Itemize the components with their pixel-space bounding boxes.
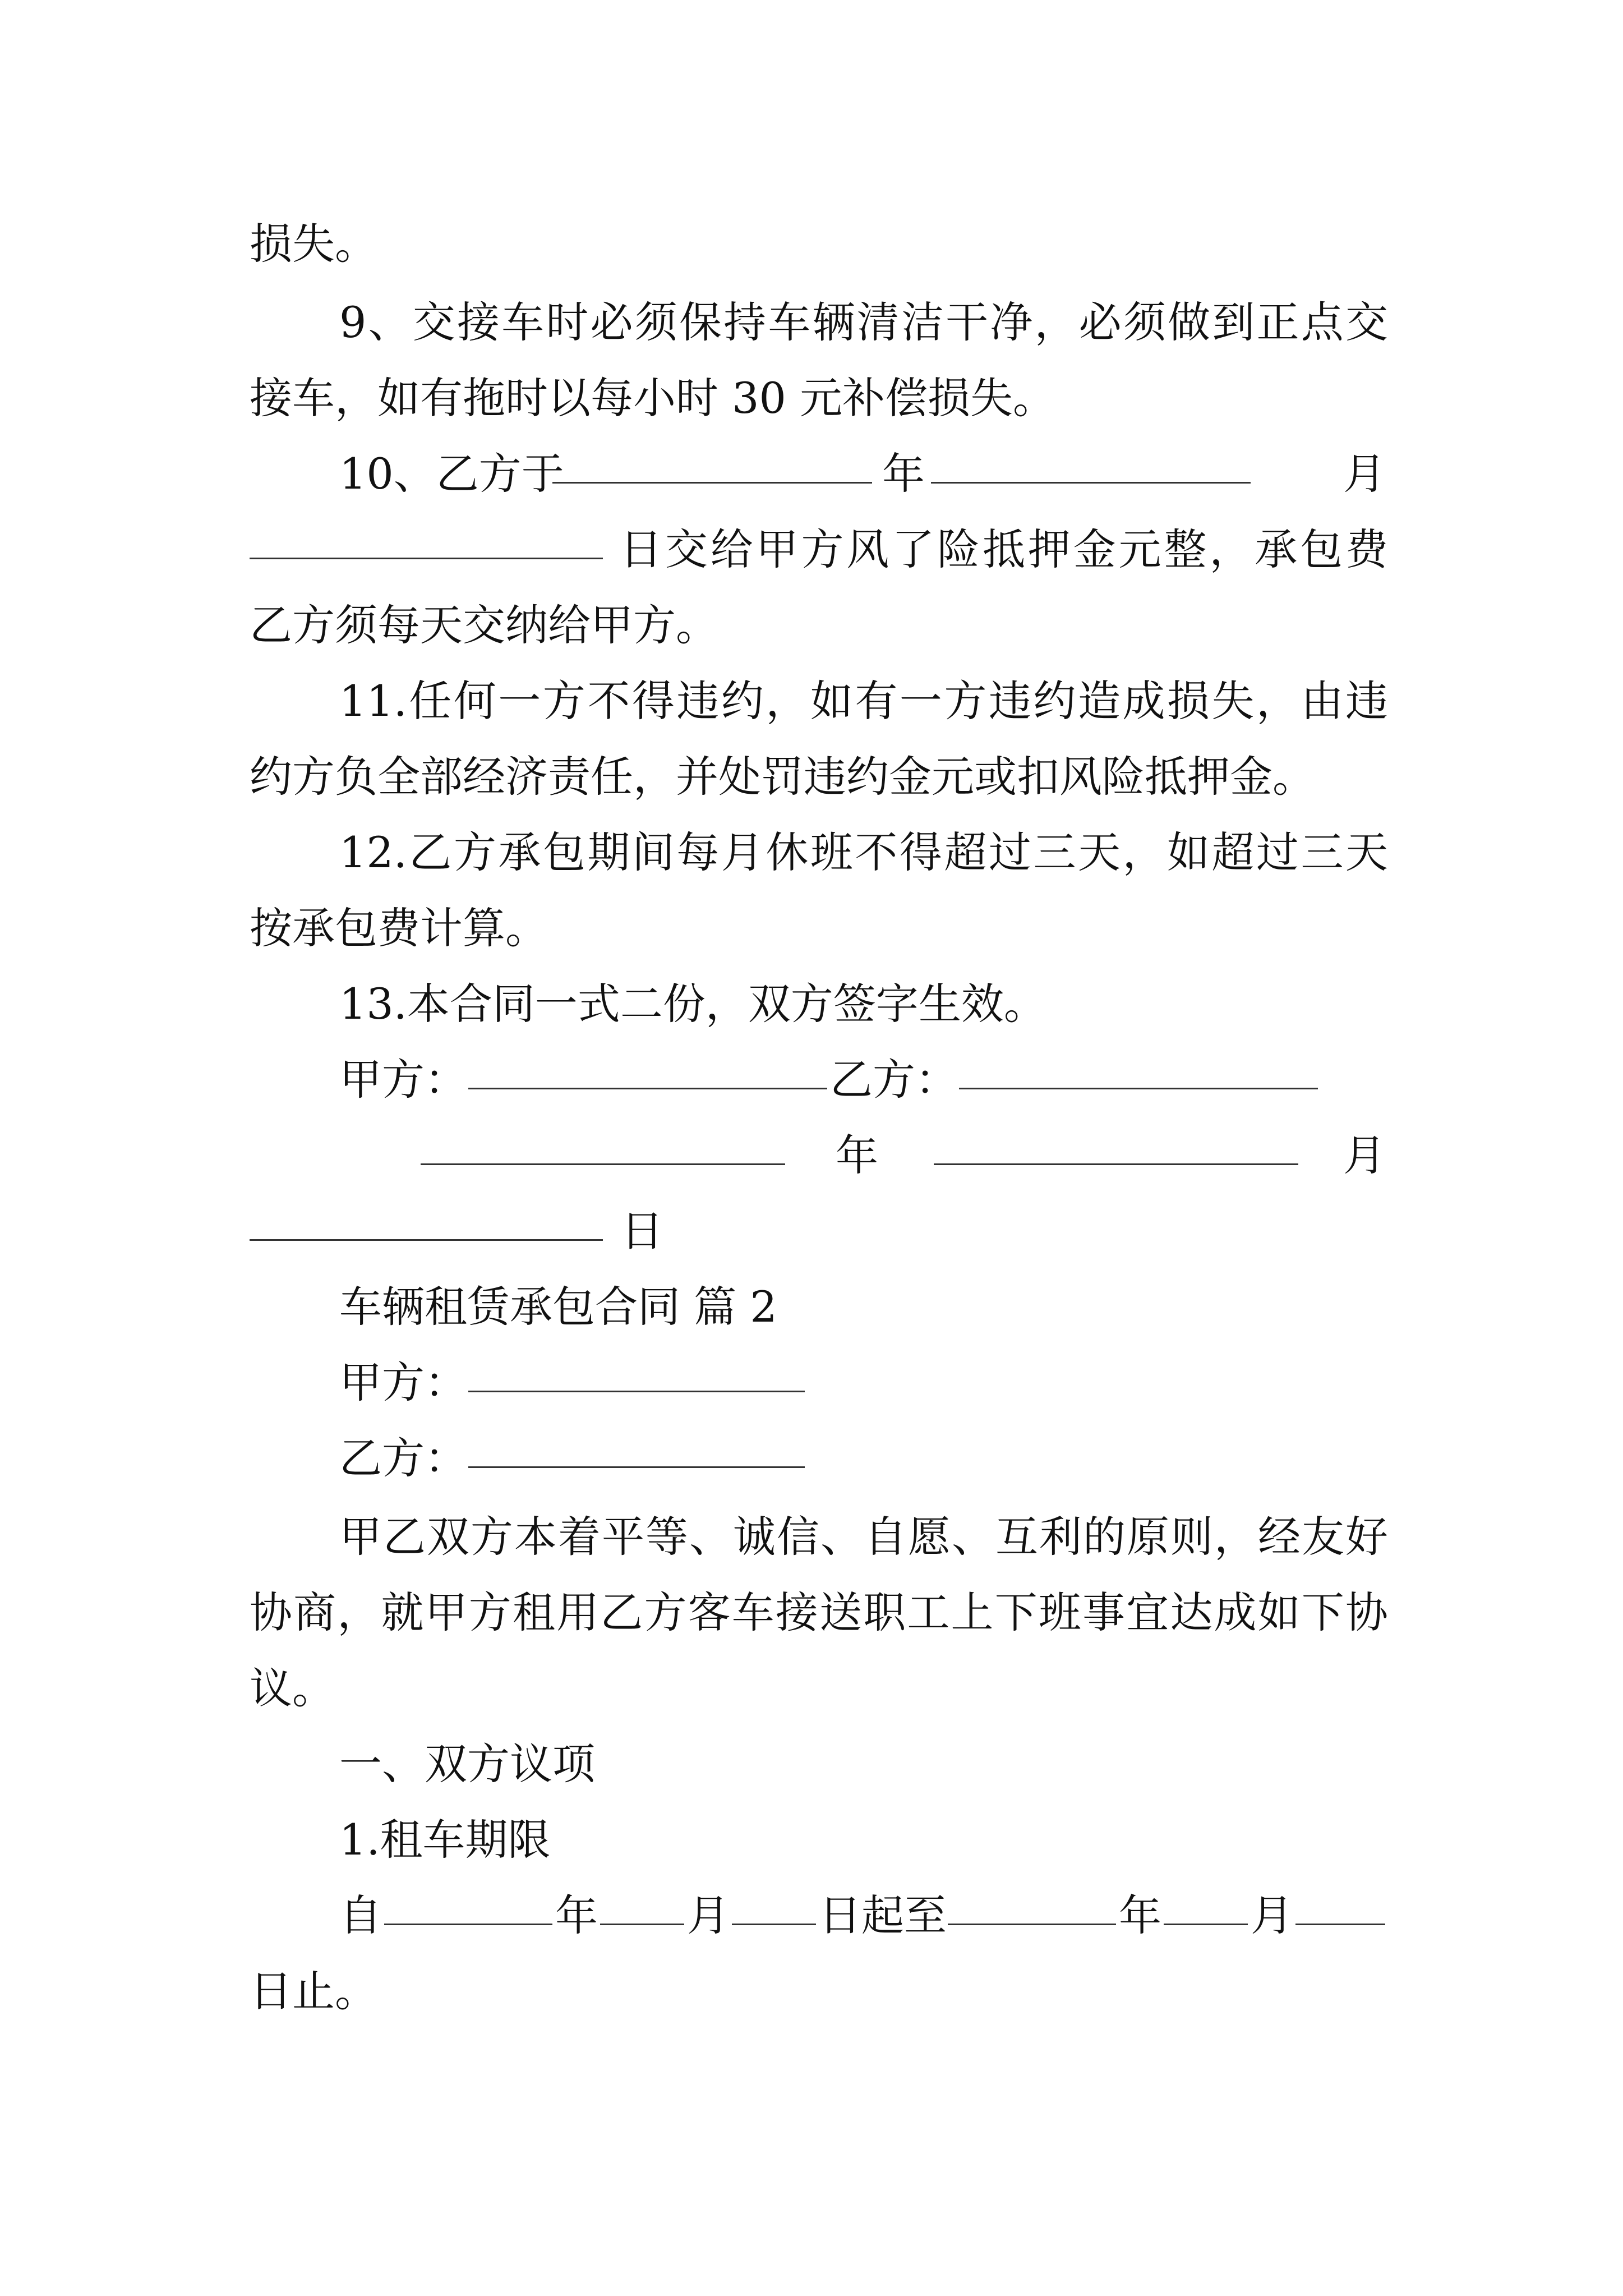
clause-10-prefix: 10、乙方于 (339, 449, 564, 499)
period-end-line: 日止。 (250, 1966, 377, 2016)
party-b-line (250, 1430, 1388, 1487)
date-day-line (250, 1203, 1388, 1259)
signature-line (250, 1052, 1388, 1108)
party-b-blank (468, 1430, 805, 1468)
year-label: 年 (836, 1130, 878, 1180)
month-label: 月 (1343, 1130, 1386, 1180)
blank-line (421, 1128, 785, 1165)
blank-line (931, 446, 1251, 484)
party-b-sign-label: 乙方： (830, 1055, 958, 1105)
section-title: 车辆租赁承包合同 篇 2 (339, 1282, 777, 1332)
clause-12-line-2: 按承包费计算。 (250, 903, 548, 953)
month-label: 月 (1343, 449, 1386, 499)
party-a-line (250, 1355, 1388, 1411)
clause-10-line-2 (250, 522, 1388, 578)
blank-line (934, 1128, 1298, 1165)
year-label: 年 (882, 449, 925, 499)
clause-11-line-2: 约方负全部经济责任，并处罚违约金元或扣风险抵押金。 (250, 752, 1315, 802)
clause-9-line-2: 接车，如有拖时以每小时 30 元补偿损失。 (250, 373, 1056, 423)
clause-heading: 一、双方议项 (339, 1739, 595, 1789)
blank-line (732, 1888, 816, 1925)
month-label: 月 (1251, 1890, 1293, 1940)
blank-line (384, 1888, 552, 1925)
year-label: 年 (555, 1890, 598, 1940)
clause-10-line-1 (250, 446, 1388, 502)
clause-11-line-1: 11.任何一方不得违约，如有一方违约造成损失，由违 (339, 676, 1388, 726)
clause-13: 13.本合同一式二份，双方签字生效。 (339, 979, 1046, 1029)
party-b-label: 乙方： (339, 1433, 467, 1483)
clause-10-text: 日交给甲方风了险抵押金元整，承包费 (620, 524, 1388, 574)
party-a-sign-label: 甲方： (339, 1055, 467, 1105)
item-heading: 1.租车期限 (339, 1815, 551, 1865)
date-line (250, 1128, 1388, 1184)
party-b-sign-blank (959, 1052, 1318, 1089)
month-label: 月 (687, 1890, 730, 1940)
text-line: 损失。 (250, 219, 377, 269)
party-a-label: 甲方： (339, 1358, 467, 1407)
day-start-label: 日起至 (819, 1890, 947, 1940)
year-label: 年 (1119, 1890, 1161, 1940)
clause-12-line-1: 12.乙方承包期间每月休班不得超过三天，如超过三天 (339, 827, 1388, 877)
rental-period-line (250, 1888, 1388, 1944)
clause-10-line-3: 乙方须每天交纳给甲方。 (250, 600, 718, 650)
blank-line (948, 1888, 1116, 1925)
period-from-label: 自 (339, 1890, 382, 1940)
blank-line (552, 446, 872, 484)
blank-line (250, 1203, 603, 1241)
blank-line (1295, 1888, 1385, 1925)
blank-line (600, 1888, 684, 1925)
party-a-blank (468, 1355, 805, 1392)
day-label: 日 (621, 1206, 663, 1256)
party-a-sign-blank (468, 1052, 827, 1089)
intro-line-3: 议。 (250, 1663, 335, 1713)
blank-line (250, 522, 603, 559)
intro-line-2: 协商，就甲方租用乙方客车接送职工上下班事宜达成如下协 (250, 1588, 1388, 1637)
blank-line (1164, 1888, 1248, 1925)
clause-9-line-1: 9、交接车时必须保持车辆清洁干净，必须做到正点交 (339, 297, 1388, 347)
intro-line-1: 甲乙双方本着平等、诚信、自愿、互利的原则，经友好 (339, 1512, 1388, 1562)
